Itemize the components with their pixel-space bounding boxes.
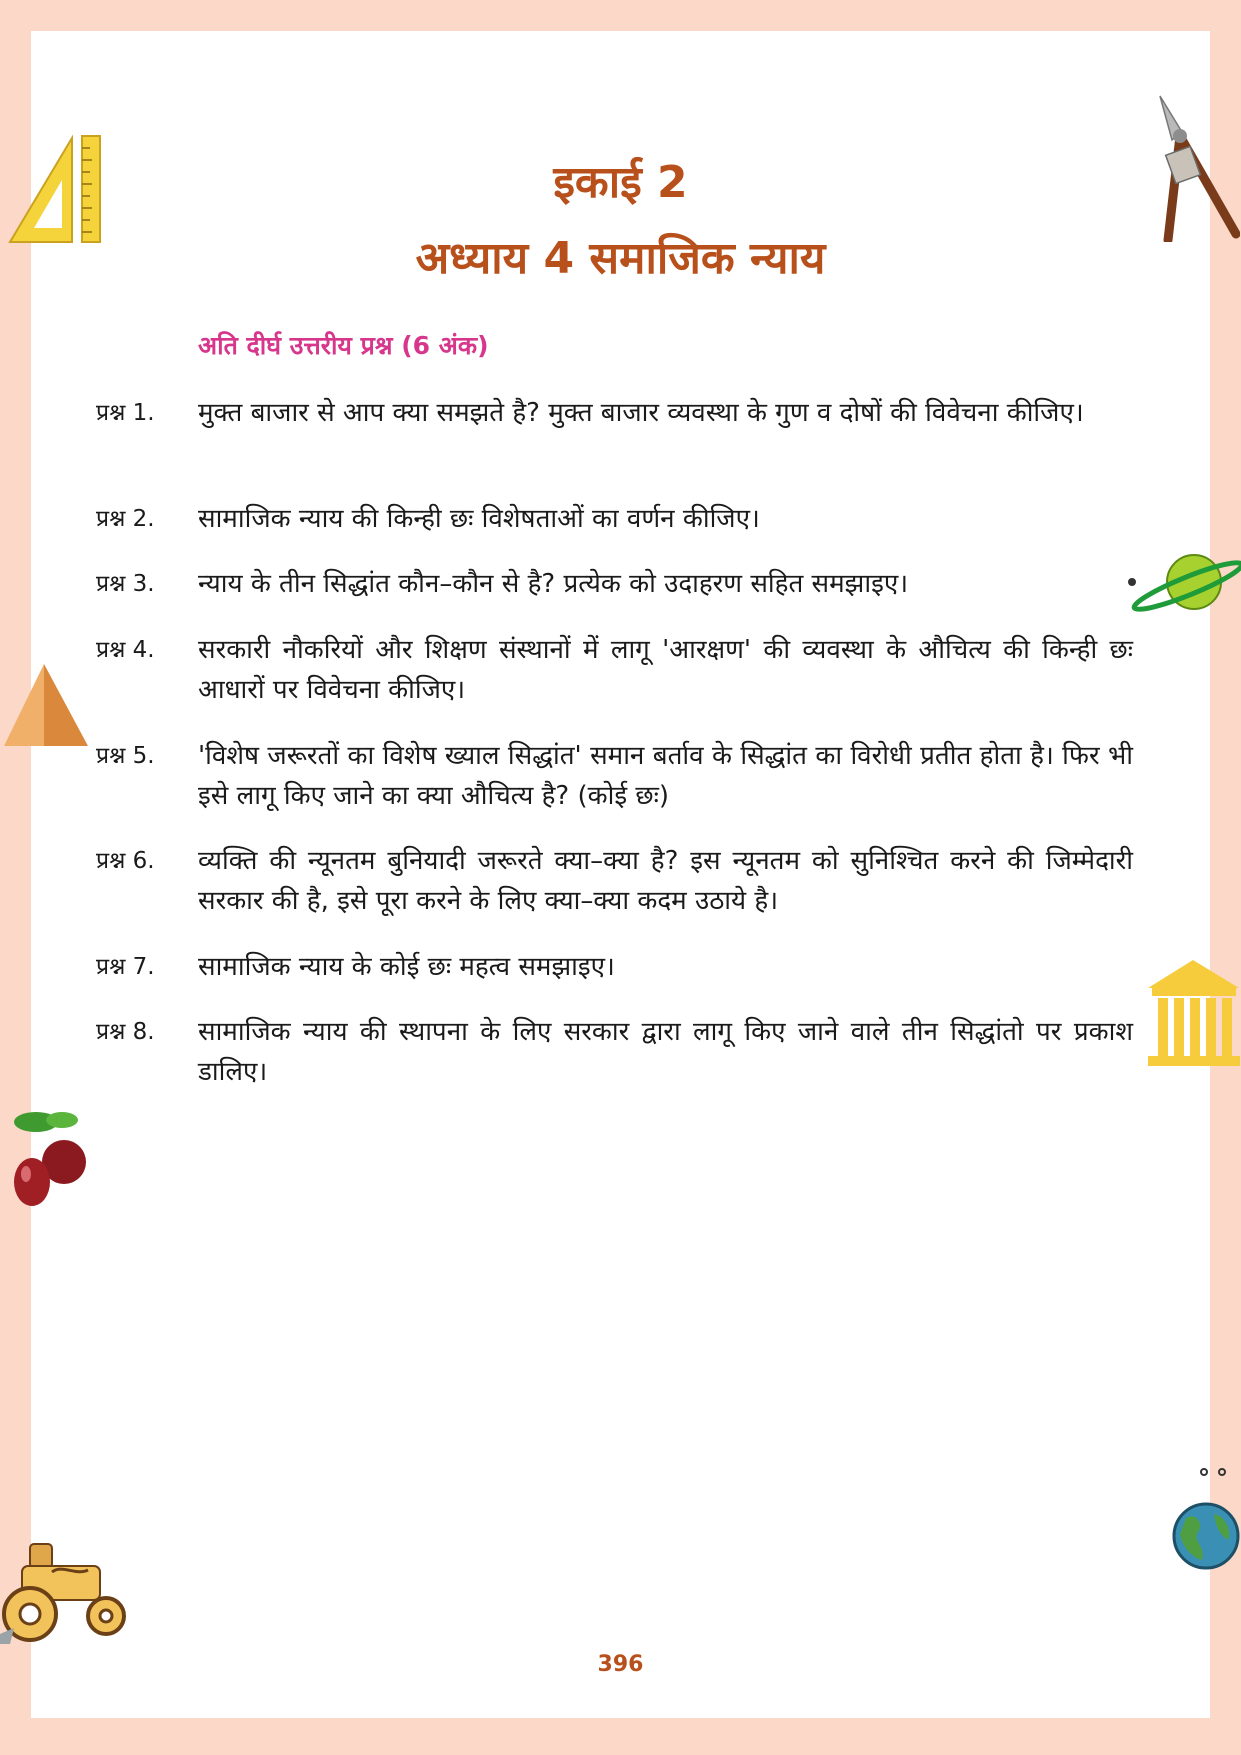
question-label: प्रश्न 1.	[96, 400, 155, 426]
set-square-ruler-icon	[6, 132, 106, 244]
question-text: सामाजिक न्याय की स्थापना के लिए सरकार द्वारा लागू किए जाने वाले तीन सिद्धांतो पर प्रकाश डालिए।	[198, 1017, 1133, 1087]
unit-title: इकाई 2	[553, 157, 688, 208]
pyramid-icon	[2, 660, 90, 748]
question-label: प्रश्न 6.	[96, 848, 155, 874]
question-text: व्यक्ति की न्यूनतम बुनियादी जरूरते क्या–क्या है? इस न्यूनतम को सुनिश्चित करने की जिम्मेदारी सरकार की है, इसे पूरा करने के लिए क्या–क्या कदम उठाये है।	[198, 846, 1133, 916]
question-label: प्रश्न 8.	[96, 1019, 155, 1045]
temple-icon	[1146, 958, 1241, 1070]
question-text: 'विशेष जरूरतों का विशेष ख्याल सिद्धांत' समान बर्ताव के सिद्धांत का विरोधी प्रतीत होता है। फिर भी इसे लागू किए जाने का क्या औचित्य है? (कोई छः)	[198, 741, 1133, 811]
question-label: प्रश्न 2.	[96, 506, 155, 532]
question-text: न्याय के तीन सिद्धांत कौन–कौन से है? प्रत्येक को उदाहरण सहित समझाइए।	[198, 569, 909, 599]
globe-icon	[1166, 1466, 1241, 1576]
question-label: प्रश्न 4.	[96, 637, 155, 663]
planet-icon	[1126, 546, 1241, 616]
fruit-icon	[6, 1104, 88, 1210]
question-label: प्रश्न 3.	[96, 571, 155, 597]
page-number: 396	[597, 1652, 644, 1677]
question-label: प्रश्न 7.	[96, 954, 155, 980]
question-text: मुक्त बाजार से आप क्या समझते है? मुक्त बाजार व्यवस्था के गुण व दोषों की विवेचना कीजिए।	[198, 398, 1084, 428]
chapter-title: अध्याय 4 समाजिक न्याय	[415, 233, 826, 284]
question-text: सामाजिक न्याय के कोई छः महत्व समझाइए।	[198, 952, 615, 982]
section-heading: अति दीर्घ उत्तरीय प्रश्न (6 अंक)	[198, 331, 489, 360]
compass-icon	[1150, 92, 1240, 242]
question-text: सरकारी नौकरियों और शिक्षण संस्थानों में लागू 'आरक्षण' की व्यवस्था के औचित्य की किन्ही छः आधारों पर विवेचना कीजिए।	[198, 635, 1133, 705]
question-text: सामाजिक न्याय की किन्ही छः विशेषताओं का वर्णन कीजिए।	[198, 504, 760, 534]
question-label: प्रश्न 5.	[96, 743, 155, 769]
tractor-icon	[0, 1536, 130, 1648]
